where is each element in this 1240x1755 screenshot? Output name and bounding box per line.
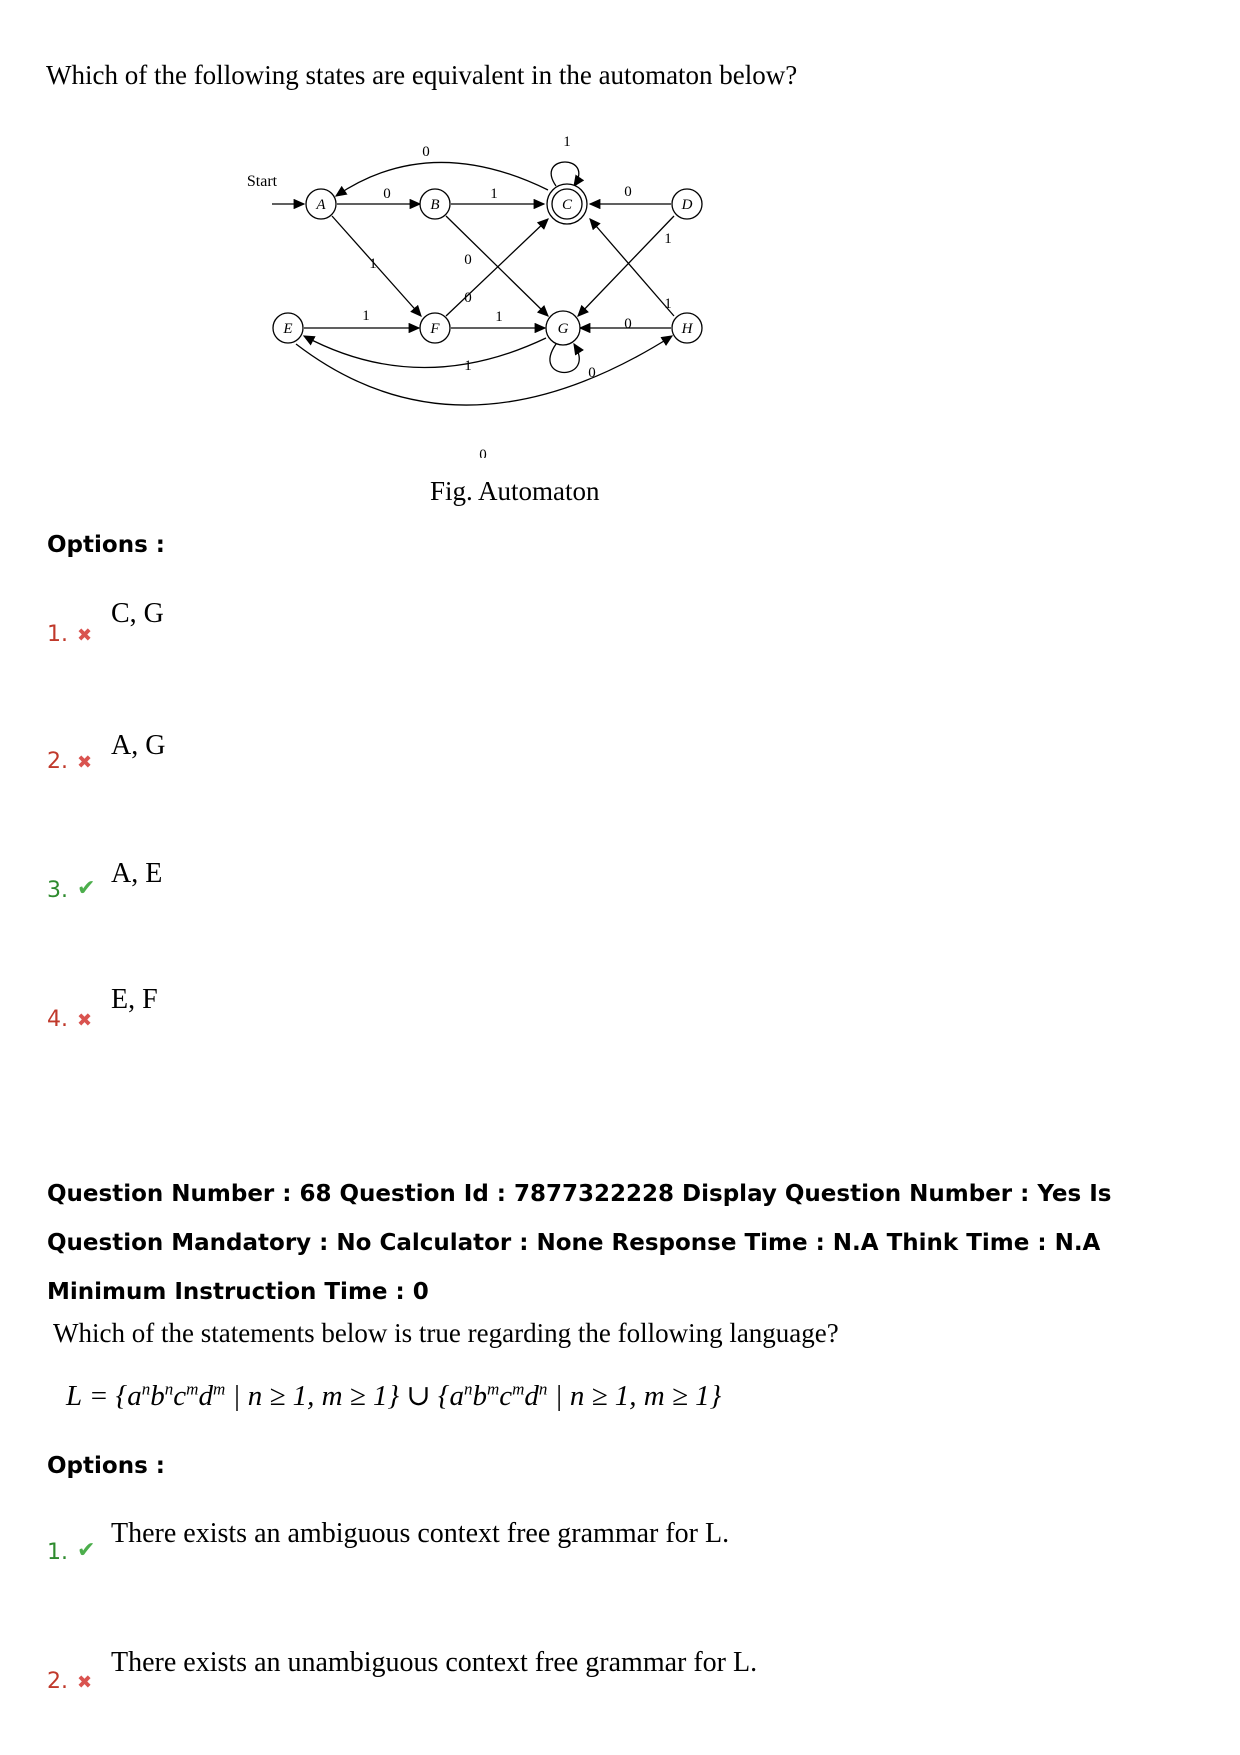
automaton-diagram <box>230 118 750 458</box>
label-c-a: 0 <box>422 144 430 160</box>
state-label-h: H <box>681 321 693 337</box>
option-number: 2. <box>47 749 68 774</box>
label-b-g: 0 <box>464 252 472 268</box>
state-label-a: A <box>316 197 326 213</box>
option-text: C, G <box>111 598 164 629</box>
edge-e-h <box>296 336 672 405</box>
options-heading-68: Options : <box>47 1453 165 1479</box>
label-a-f: 1 <box>369 256 377 272</box>
check-icon: ✔ <box>77 876 96 901</box>
wrong-icon: ✖ <box>77 1010 93 1031</box>
label-f-c: 0 <box>464 290 472 306</box>
option-number: 2. <box>47 1669 68 1694</box>
option-number: 3. <box>47 878 68 903</box>
state-label-b: B <box>430 197 440 213</box>
state-label-f: F <box>430 321 440 337</box>
label-a-b: 0 <box>383 186 391 202</box>
label-g-e: 1 <box>464 358 472 374</box>
state-label-d: D <box>681 197 693 213</box>
edge-d-g <box>578 216 674 316</box>
option-number: 1. <box>47 622 68 647</box>
edge-c-c <box>551 162 579 186</box>
label-b-c: 1 <box>490 186 498 202</box>
question-metadata: Question Number : 68 Question Id : 7877322228 Display Question Number : Yes Is Question Mandatory : No Calculator : None Response Time : N.A Think Time : N.A Minimum Instruction Time : 0 <box>47 1181 1112 1305</box>
language-formula: $L = \{a^nb^nc^md^m$ | n ≥ 1, m ≥ 1} ∪ {$a^nb^mc^md^n$ | n ≥ 1, m ≥ 1} <box>66 1379 722 1412</box>
option-text: There exists an unambiguous context free grammar for L. <box>111 1647 758 1678</box>
option-number: 4. <box>47 1007 68 1032</box>
label-f-g: 1 <box>495 309 503 325</box>
wrong-icon: ✖ <box>77 625 93 646</box>
label-e-f: 1 <box>362 308 370 324</box>
start-label: Start <box>246 173 278 190</box>
edge-h-c <box>590 219 674 316</box>
state-label-g: G <box>557 321 569 337</box>
option-text: There exists an ambiguous context free grammar for L. <box>111 1518 730 1549</box>
option-text: A, G <box>111 730 166 761</box>
state-label-c: C <box>561 197 573 213</box>
edge-g-e <box>304 336 546 368</box>
label-d-c: 0 <box>624 184 632 200</box>
label-e-h: 0 <box>479 447 487 458</box>
check-icon: ✔ <box>77 1538 96 1563</box>
edge-g-g <box>550 344 579 373</box>
wrong-icon: ✖ <box>77 752 93 773</box>
state-label-e: E <box>283 321 293 337</box>
figure-caption: Fig. Automaton <box>430 476 600 506</box>
label-g-g: 0 <box>588 365 596 381</box>
question-text-68: Which of the statements below is true regarding the following language? <box>53 1318 839 1348</box>
label-h-g: 0 <box>624 316 632 332</box>
label-h-c: 1 <box>664 296 672 312</box>
wrong-icon: ✖ <box>77 1672 93 1693</box>
option-number: 1. <box>47 1540 68 1565</box>
label-d-g: 1 <box>664 231 672 247</box>
option-text: A, E <box>111 858 163 889</box>
label-c-c: 1 <box>563 134 571 150</box>
option-text: E, F <box>111 984 158 1015</box>
options-heading: Options : <box>47 532 165 558</box>
question-text: Which of the following states are equivalent in the automaton below? <box>46 60 798 90</box>
